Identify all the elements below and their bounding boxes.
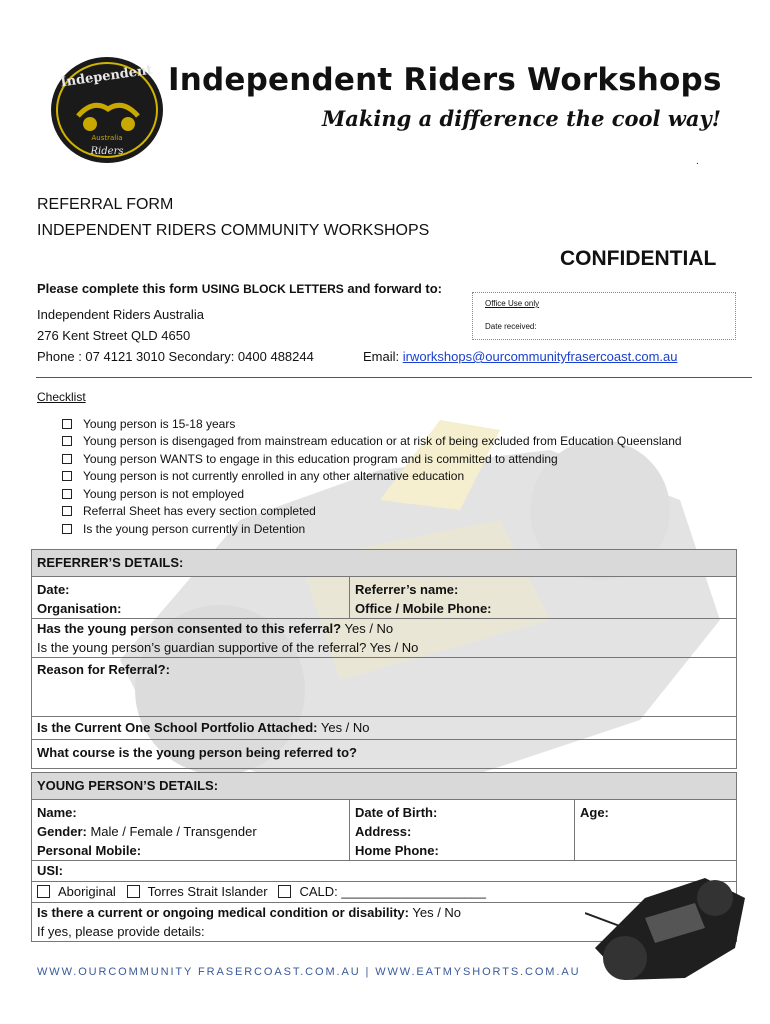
address-street: 276 Kent Street QLD 4650 [37, 328, 191, 343]
checklist-item[interactable] [62, 522, 305, 536]
brand-tagline: Making a difference the cool way! [322, 106, 721, 131]
consent-options[interactable]: Yes / No [341, 621, 394, 636]
organisation-label: Organisation: [37, 601, 122, 616]
portfolio-question: Is the Current One School Portfolio Attached: [37, 720, 318, 735]
checklist-item-label: Young person is disengaged from mainstream education or at risk of being excluded from Education Queensland [83, 434, 682, 448]
checklist-item[interactable] [62, 469, 464, 483]
usi-label: USI: [37, 863, 63, 878]
svg-text:Independent: Independent [59, 62, 154, 91]
address-label: Address: [355, 824, 412, 839]
date-label: Date: [37, 582, 70, 597]
dob-label: Date of Birth: [355, 805, 438, 820]
tsi-checkbox[interactable] [127, 885, 140, 898]
portfolio-options[interactable]: Yes / No [317, 720, 370, 735]
svg-text:Australia: Australia [91, 134, 123, 142]
referrer-details-table [31, 549, 737, 769]
checklist-item-label: Is the young person currently in Detention [83, 522, 306, 536]
checklist-item[interactable] [62, 417, 235, 431]
checkbox[interactable] [62, 436, 72, 446]
reason-cell[interactable] [32, 658, 737, 717]
checkbox[interactable] [62, 419, 72, 429]
consent-question: Has the young person consented to this referral? [37, 621, 342, 636]
instruction-part-3: and forward to: [343, 281, 442, 296]
svg-text:Riders: Riders [90, 146, 124, 157]
checkbox[interactable] [62, 524, 72, 534]
checklist-item-label: Young person WANTS to engage in this education program and is committed to attending [83, 452, 558, 466]
instruction-block-letters: USING BLOCK LETTERS [201, 282, 344, 296]
referrer-name-label: Referrer’s name: [355, 582, 459, 597]
medical-options[interactable]: Yes / No [409, 905, 462, 920]
young-person-heading-text: YOUNG PERSON’S DETAILS: [37, 778, 219, 793]
name-cell[interactable] [32, 800, 350, 861]
guardian-question[interactable]: Is the young person’s guardian supportive of the referral? Yes / No [37, 640, 419, 655]
dob-cell[interactable] [350, 800, 575, 861]
checkbox[interactable] [62, 489, 72, 499]
date-received-label: Date received: [485, 322, 537, 331]
checklist-item[interactable] [62, 452, 558, 466]
checkbox[interactable] [62, 454, 72, 464]
age-label: Age: [580, 805, 609, 820]
course-cell[interactable] [32, 740, 737, 769]
form-subtitle: INDEPENDENT RIDERS COMMUNITY WORKSHOPS [37, 222, 430, 239]
address-phone: Phone : 07 4121 3010 Secondary: 0400 488244 [37, 349, 314, 364]
consent-cell[interactable] [32, 619, 737, 658]
office-phone-label: Office / Mobile Phone: [355, 601, 492, 616]
cald-checkbox[interactable] [278, 885, 291, 898]
home-phone-label: Home Phone: [355, 843, 439, 858]
checklist-item-label: Referral Sheet has every section completed [83, 504, 316, 518]
instruction-text [37, 281, 442, 296]
address-org: Independent Riders Australia [37, 307, 204, 322]
gender-options[interactable]: Male / Female / Transgender [86, 824, 257, 839]
checkbox[interactable] [62, 471, 72, 481]
checklist-item-label: Young person is 15-18 years [83, 417, 236, 431]
confidential-label: CONFIDENTIAL [560, 247, 717, 270]
young-person-heading [32, 773, 737, 800]
referrer-heading-text: REFERRER’S DETAILS: [37, 555, 184, 570]
independent-riders-logo [48, 54, 166, 166]
cald-label[interactable]: CALD: ____________________ [299, 884, 486, 899]
date-org-cell[interactable] [32, 577, 350, 619]
name-label: Name: [37, 805, 77, 820]
checklist-item-label: Young person is not currently enrolled in any other alternative education [83, 469, 465, 483]
checklist-item[interactable] [62, 434, 682, 448]
tsi-label: Torres Strait Islander [147, 884, 268, 899]
checklist-title: Checklist [37, 390, 86, 404]
checklist-item-label: Young person is not employed [83, 487, 245, 501]
checkbox[interactable] [62, 506, 72, 516]
age-cell[interactable] [575, 800, 737, 861]
referrer-heading [32, 550, 737, 577]
email-line [363, 349, 677, 364]
divider-line [36, 377, 752, 378]
footer-links: WWW.OURCOMMUNITY FRASERCOAST.COM.AU | WWW.EATMYSHORTS.COM.AU [37, 966, 581, 978]
referrer-name-cell[interactable] [350, 577, 737, 619]
email-link[interactable]: irworkshops@ourcommunityfrasercoast.com.au [402, 349, 678, 364]
email-label: Email: [363, 349, 403, 364]
course-question: What course is the young person being referred to? [37, 745, 357, 760]
office-use-box [472, 292, 736, 340]
medical-question: Is there a current or ongoing medical condition or disability: [37, 905, 409, 920]
medical-details-label: If yes, please provide details: [37, 924, 205, 939]
gender-label: Gender: [37, 824, 87, 839]
instruction-part-1: Please complete this form [37, 281, 202, 296]
checklist-item[interactable] [62, 487, 244, 501]
form-title: REFERRAL FORM [37, 196, 174, 213]
aboriginal-label: Aboriginal [58, 884, 116, 899]
aboriginal-checkbox[interactable] [37, 885, 50, 898]
reason-label: Reason for Referral?: [37, 662, 170, 677]
brand-title: Independent Riders Workshops [168, 62, 722, 98]
portfolio-cell[interactable] [32, 717, 737, 740]
stray-dot: . [696, 156, 699, 167]
mobile-label: Personal Mobile: [37, 843, 142, 858]
office-use-label: Office Use only [485, 299, 540, 308]
motorcycle-corner-image [585, 858, 750, 986]
checklist-item[interactable] [62, 504, 316, 518]
